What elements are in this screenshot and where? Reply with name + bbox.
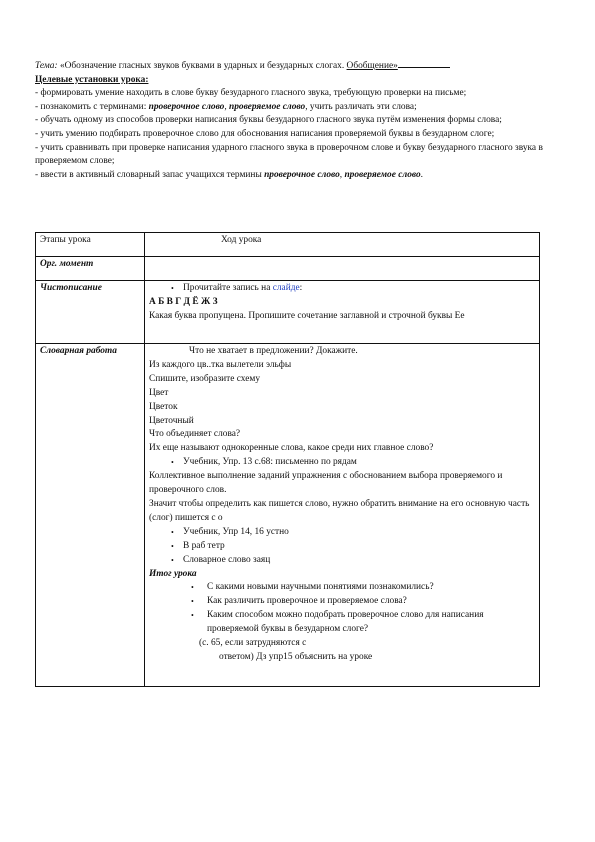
list-item bbox=[149, 609, 535, 637]
bullet-icon: • bbox=[171, 555, 174, 565]
vocab-line: Что объединяет слова? bbox=[149, 429, 241, 440]
bullet-icon: • bbox=[171, 527, 174, 537]
bullet-icon: • bbox=[171, 541, 174, 551]
goal-text: - учить умению подбирать проверочное слово для обоснования написания проверяемой буквы в безударном слоге; bbox=[35, 128, 495, 139]
bullet-icon: • bbox=[171, 458, 174, 468]
goal-text: , bbox=[339, 169, 345, 180]
list-item bbox=[149, 456, 535, 470]
lesson-plan-table bbox=[35, 232, 540, 687]
bullet-icon: • bbox=[191, 611, 194, 621]
bullet-icon: • bbox=[171, 283, 174, 293]
slide-link[interactable]: слайде bbox=[272, 282, 300, 293]
summary-tail: (с. 65, если затрудняются с bbox=[199, 638, 307, 649]
goals-heading: Целевые установки урока: bbox=[35, 74, 149, 85]
topic-label: Тема: bbox=[35, 61, 58, 71]
stage-org: Орг. момент bbox=[36, 256, 145, 280]
item-text: С какими новыми научными понятиями познакомились? bbox=[207, 582, 434, 593]
alphabet-letters: А Б В Г Д Ё Ж З bbox=[149, 296, 218, 307]
topic-underline-fill bbox=[398, 58, 450, 68]
item-text: Учебник, Упр. 13 с.68: письменно по рядам bbox=[183, 457, 357, 468]
content-vocab bbox=[145, 344, 540, 687]
item-text: : bbox=[299, 282, 303, 293]
vocab-line: Из каждого цв..тка вылетели эльфы bbox=[149, 359, 292, 370]
goal-item-3 bbox=[35, 114, 550, 128]
list-item bbox=[149, 282, 535, 296]
row-vocab bbox=[36, 344, 540, 687]
list-item bbox=[149, 595, 535, 609]
header-progress: Ход урока bbox=[145, 233, 540, 257]
item-text: Учебник, Упр 14, 16 устно bbox=[183, 526, 289, 537]
vocab-paragraph: Значит чтобы определить как пишется слово, нужно обратить внимание на его основную часть (слог) пишется с о bbox=[149, 498, 530, 523]
list-item bbox=[149, 554, 535, 568]
header-stages: Этапы урока bbox=[36, 233, 145, 257]
content-penmanship bbox=[145, 280, 540, 343]
lesson-intro bbox=[35, 58, 550, 182]
goal-text: , учить различать эти слова; bbox=[305, 101, 417, 112]
goal-text: - формировать умение находить в слове букву безударного гласного звука, требующую проверки на письме; bbox=[35, 88, 467, 99]
goal-item-4 bbox=[35, 128, 550, 142]
topic-summary: Обобщение» bbox=[346, 61, 398, 71]
row-org bbox=[36, 256, 540, 280]
vocab-line: Спишите, изобразите схему bbox=[149, 373, 261, 384]
penmanship-question: Какая буква пропущена. Пропишите сочетание заглавной и строчной буквы Ее bbox=[149, 310, 465, 321]
item-text: Как различить проверочное и проверяемое слова? bbox=[207, 596, 407, 607]
goal-text: - познакомить с терминами: bbox=[35, 101, 149, 112]
goal-item-6 bbox=[35, 169, 550, 183]
list-item bbox=[149, 540, 535, 554]
table-header-row bbox=[36, 233, 540, 257]
term-checked-word: проверяемое слово bbox=[229, 101, 306, 112]
vocab-line: Цветочный bbox=[149, 415, 194, 426]
goal-text: , bbox=[224, 101, 230, 112]
term-check-word: проверочное слово bbox=[264, 169, 340, 180]
vocab-line: Их еще называют однокоренные слова, какое среди них главное слово? bbox=[149, 443, 434, 454]
term-checked-word: проверяемое слово bbox=[344, 169, 421, 180]
goal-text: . bbox=[420, 169, 423, 180]
summary-title: Итог урока bbox=[149, 568, 197, 579]
item-text: Прочитайте запись на bbox=[183, 282, 273, 293]
row-penmanship bbox=[36, 280, 540, 343]
vocab-line: Что не хватает в предложении? Докажите. bbox=[189, 346, 358, 356]
goal-text: - учить сравнивать при проверке написания ударного гласного звука в проверочном слове и букву безударного гласного звука в проверяемом слове; bbox=[35, 142, 543, 167]
bullet-icon: • bbox=[191, 583, 194, 593]
goal-item-2 bbox=[35, 101, 550, 115]
goal-item-1 bbox=[35, 87, 550, 101]
bullet-icon: • bbox=[191, 597, 194, 607]
topic-text: «Обозначение гласных звуков буквами в ударных и безударных слогах. bbox=[57, 61, 347, 71]
item-text: В раб тетр bbox=[183, 540, 225, 551]
content-org bbox=[145, 256, 540, 280]
topic-line bbox=[35, 58, 550, 74]
goal-text: - обучать одному из способов проверки написания буквы безударного гласного звука путём изменения формы слова; bbox=[35, 115, 502, 126]
item-text: Каким способом можно подобрать проверочное слово для написания проверяемой буквы в безударном слоге? bbox=[207, 610, 484, 635]
stage-penmanship: Чистописание bbox=[36, 280, 145, 343]
goal-item-5 bbox=[35, 142, 550, 169]
list-item bbox=[149, 526, 535, 540]
vocab-line: Цвет bbox=[149, 387, 169, 398]
item-text: Словарное слово заяц bbox=[183, 554, 271, 565]
vocab-paragraph: Коллективное выполнение заданий упражнения с обоснованием выбора проверяемого и проверочного слов. bbox=[149, 471, 503, 496]
term-check-word: проверочное слово bbox=[148, 101, 225, 112]
stage-vocab: Словарная работа bbox=[36, 344, 145, 687]
goal-text: - ввести в активный словарный запас учащихся термины bbox=[35, 169, 265, 180]
vocab-line: Цветок bbox=[149, 401, 178, 412]
list-item bbox=[149, 581, 535, 595]
summary-tail: ответом) Дз упр15 объяснить на уроке bbox=[219, 651, 373, 662]
